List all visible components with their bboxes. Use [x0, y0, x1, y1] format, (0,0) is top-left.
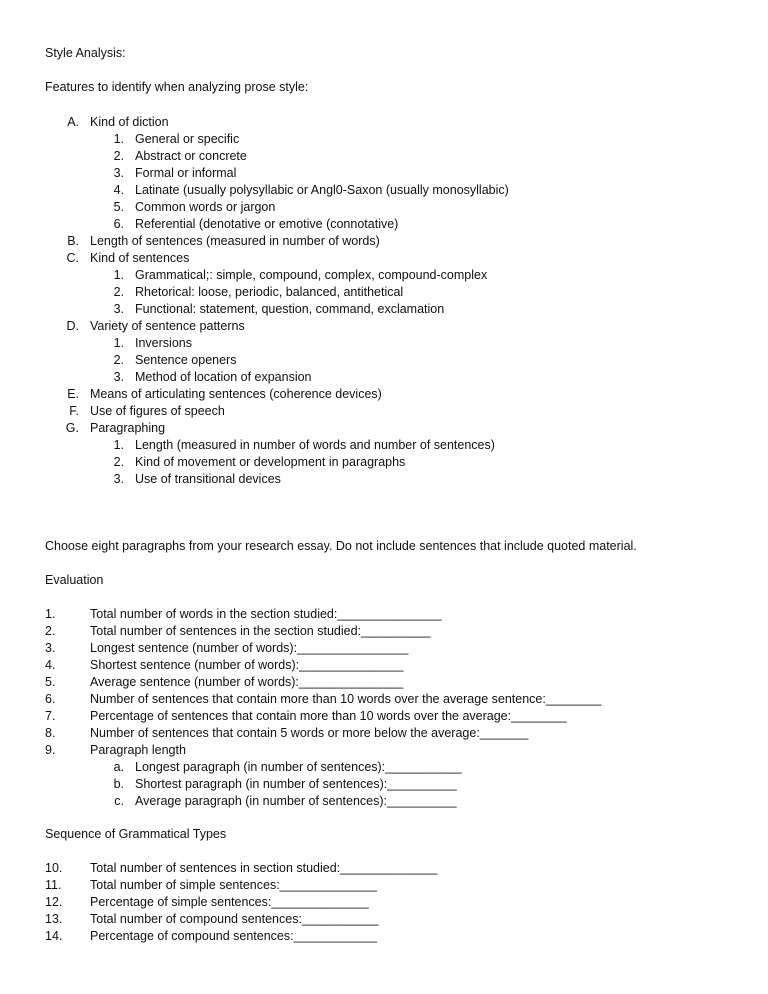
item-text: Paragraph length	[90, 743, 186, 757]
instruction-text: Choose eight paragraphs from your research essay. Do not include sentences that include quoted material.	[45, 539, 637, 553]
feature-marker: A.	[67, 115, 79, 129]
evaluation-item	[45, 657, 404, 673]
item-text: Percentage of compound sentences:____________	[90, 929, 378, 943]
sequence-item	[45, 911, 379, 927]
subitem-marker: 3.	[113, 166, 124, 180]
subitem-text: Kind of movement or development in paragraphs	[135, 455, 406, 469]
feature-text: Variety of sentence patterns	[90, 319, 245, 333]
subitem-text: Abstract or concrete	[135, 149, 247, 163]
doc-intro: Features to identify when analyzing prose style:	[45, 80, 309, 94]
feature-text: Kind of diction	[90, 115, 169, 129]
subitem-marker: 4.	[113, 183, 124, 197]
subitem-marker: b.	[113, 777, 124, 791]
feature-text: Paragraphing	[90, 421, 166, 435]
evaluation-item	[45, 725, 529, 741]
subitem-marker: c.	[114, 794, 124, 808]
item-marker: 11.	[45, 878, 62, 892]
item-marker: 8.	[45, 726, 56, 740]
item-marker: 14.	[45, 929, 63, 943]
subitem-text: Shortest paragraph (in number of sentences):__________	[135, 777, 457, 791]
item-text: Shortest sentence (number of words):_______________	[90, 658, 404, 672]
feature-marker: D.	[66, 319, 79, 333]
sequence-item	[45, 894, 369, 910]
subitem-marker: 2.	[113, 285, 124, 299]
feature-text: Means of articulating sentences (coherence devices)	[90, 387, 382, 401]
subitem-marker: 3.	[113, 472, 124, 486]
subitem-marker: 2.	[113, 353, 124, 367]
evaluation-heading: Evaluation	[45, 573, 104, 587]
item-marker: 9.	[45, 743, 56, 757]
item-text: Number of sentences that contain 5 words or more below the average:_______	[90, 726, 529, 740]
evaluation-item	[45, 742, 186, 758]
subitem-text: Average paragraph (in number of sentences):__________	[135, 794, 457, 808]
item-marker: 3.	[45, 641, 56, 655]
item-marker: 12.	[45, 895, 63, 909]
item-text: Total number of compound sentences:___________	[90, 912, 379, 926]
subitem-text: Latinate (usually polysyllabic or Angl0-Saxon (usually monosyllabic)	[135, 183, 509, 197]
item-text: Longest sentence (number of words):________________	[90, 641, 409, 655]
evaluation-item	[45, 606, 442, 622]
feature-marker: C.	[66, 251, 79, 265]
subitem-text: Longest paragraph (in number of sentences):___________	[135, 760, 462, 774]
subitem-text: Inversions	[135, 336, 192, 350]
subitem-text: Common words or jargon	[135, 200, 276, 214]
feature-text: Length of sentences (measured in number of words)	[90, 234, 380, 248]
subitem-marker: 1.	[113, 268, 124, 282]
item-marker: 2.	[45, 624, 56, 638]
evaluation-item	[45, 691, 602, 707]
subitem-marker: 1.	[113, 438, 124, 452]
feature-marker: F.	[69, 404, 79, 418]
subitem-marker: 1.	[113, 132, 124, 146]
subitem-text: Grammatical;: simple, compound, complex, compound-complex	[135, 268, 488, 282]
subitem-marker: a.	[113, 760, 124, 774]
feature-text: Use of figures of speech	[90, 404, 225, 418]
subitem-marker: 6.	[113, 217, 124, 231]
item-text: Percentage of simple sentences:______________	[90, 895, 369, 909]
subitem-marker: 5.	[113, 200, 124, 214]
sequence-item	[45, 877, 378, 893]
evaluation-item	[45, 708, 567, 724]
item-text: Number of sentences that contain more than 10 words over the average sentence:________	[90, 692, 602, 706]
item-text: Total number of sentences in section studied:______________	[90, 861, 438, 875]
item-text: Percentage of sentences that contain more than 10 words over the average:________	[90, 709, 567, 723]
sequence-item	[45, 860, 438, 876]
item-marker: 6.	[45, 692, 56, 706]
item-marker: 7.	[45, 709, 56, 723]
item-marker: 5.	[45, 675, 56, 689]
evaluation-item	[45, 623, 431, 639]
subitem-marker: 1.	[113, 336, 124, 350]
item-marker: 10.	[45, 861, 63, 875]
item-text: Total number of words in the section studied:_______________	[90, 607, 442, 621]
feature-marker: E.	[67, 387, 79, 401]
evaluation-item	[45, 640, 409, 656]
item-marker: 1.	[45, 607, 56, 621]
doc-title: Style Analysis:	[45, 46, 126, 60]
subitem-text: Sentence openers	[135, 353, 237, 367]
subitem-text: Formal or informal	[135, 166, 237, 180]
sequence-heading: Sequence of Grammatical Types	[45, 827, 227, 841]
feature-marker: G.	[65, 421, 79, 435]
subitem-marker: 2.	[113, 149, 124, 163]
item-marker: 13.	[45, 912, 63, 926]
item-text: Total number of sentences in the section studied:__________	[90, 624, 431, 638]
subitem-text: General or specific	[135, 132, 240, 146]
subitem-text: Method of location of expansion	[135, 370, 312, 384]
subitem-text: Referential (denotative or emotive (connotative)	[135, 217, 399, 231]
subitem-text: Functional: statement, question, command, exclamation	[135, 302, 445, 316]
item-text: Average sentence (number of words):_______________	[90, 675, 404, 689]
sequence-item	[45, 928, 378, 944]
evaluation-item	[45, 674, 404, 690]
subitem-text: Length (measured in number of words and number of sentences)	[135, 438, 495, 452]
subitem-marker: 3.	[113, 302, 124, 316]
feature-text: Kind of sentences	[90, 251, 190, 265]
subitem-marker: 3.	[113, 370, 124, 384]
item-text: Total number of simple sentences:______________	[90, 878, 378, 892]
subitem-marker: 2.	[113, 455, 124, 469]
subitem-text: Use of transitional devices	[135, 472, 281, 486]
subitem-text: Rhetorical: loose, periodic, balanced, antithetical	[135, 285, 404, 299]
feature-marker: B.	[67, 234, 79, 248]
item-marker: 4.	[45, 658, 56, 672]
